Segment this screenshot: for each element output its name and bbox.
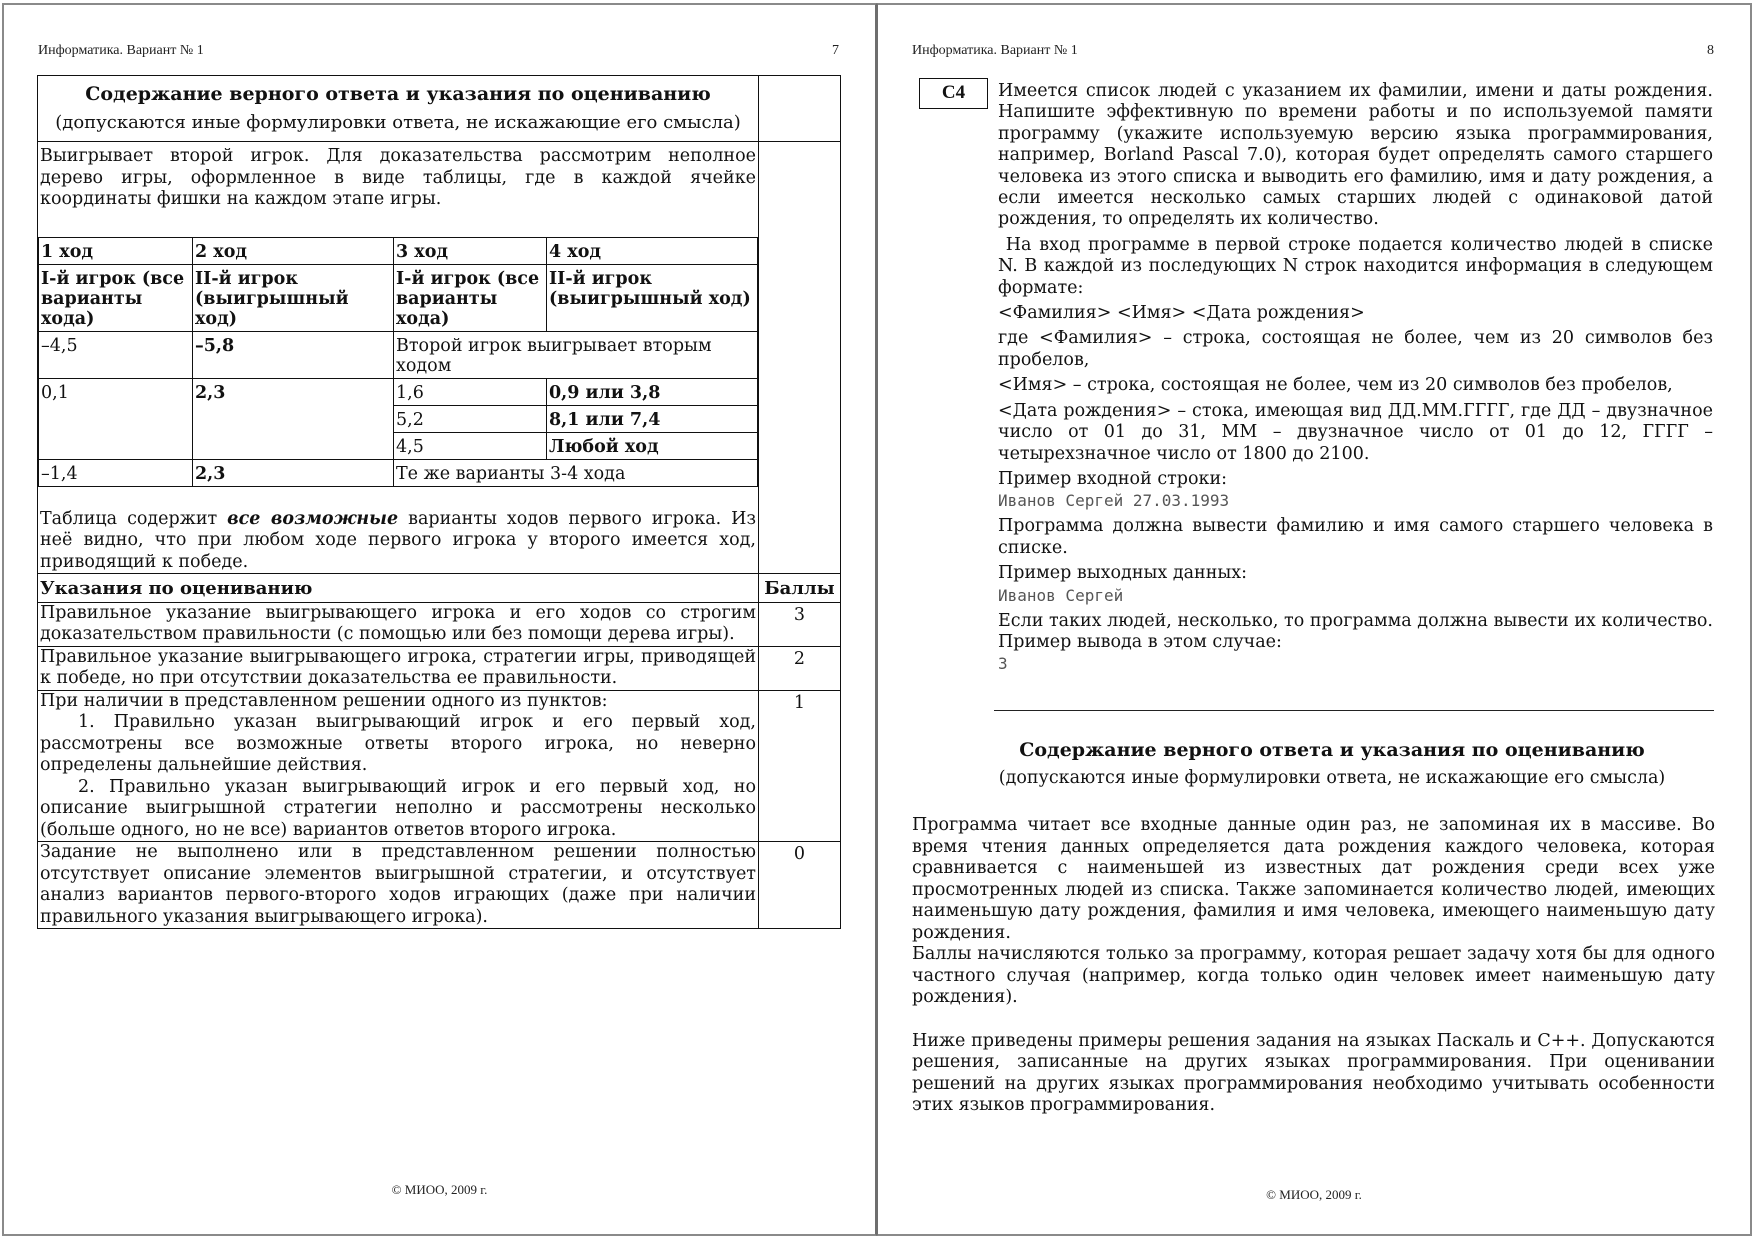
page-8	[877, 3, 1752, 1236]
criteria-score: 0	[759, 842, 841, 929]
move-header-row	[39, 237, 758, 264]
empty-score-cell	[759, 142, 841, 574]
output-example: Иванов Сергей	[998, 585, 1124, 605]
task-paragraph: <Дата рождения> – стока, имеющая вид ДД.ММ.ГГГГ, где ДД – двузначное число от 01 до 31, ММ – двузначное число от 01 до 12, ГГГГ – четырехзначное число от 1800 до 2100.	[998, 400, 1713, 464]
output-example-label: Пример выходных данных:	[998, 563, 1248, 584]
page-number: 7	[832, 43, 839, 58]
player-header: I-й игрок (все варианты хода)	[39, 264, 193, 331]
conclusion-text-part: варианты ходов первого игрока. Из неё видно, что при любом ходе первого игрока у второго имеется ход, приводящий к победе.	[40, 508, 756, 572]
page-7	[2, 3, 877, 1236]
criteria-row	[38, 690, 841, 842]
conclusion-text-part: Таблица содержит	[40, 508, 228, 529]
criteria-cell	[38, 690, 759, 842]
page-footer: © МИОО, 2009 г.	[391, 1182, 488, 1197]
task-paragraph: Имеется список людей с указанием их фамилии, имени и даты рождения. Напишите эффективную по времени работы и по используемой памяти программу (укажите используемую версию языка программирования, например, Borland Pascal 7.0), которая будет определять самого старшего человека из этого списка и выводить его фамилию, имя и дату рождения, а если имеется несколько самых старших людей с одинаковой датой рождения, то определять их количество.	[998, 81, 1713, 230]
move-header: 3 ход	[394, 237, 547, 264]
page-header-title: Информатика. Вариант № 1	[38, 43, 204, 58]
game-tree-table	[38, 237, 758, 487]
empty-score-cell	[759, 76, 841, 142]
move3-cell: 4,5	[394, 432, 547, 459]
criteria-heading: Указания по оцениванию	[38, 574, 759, 603]
criteria-score: 3	[759, 602, 841, 646]
score-heading: Баллы	[759, 574, 841, 603]
answer-heading: Содержание верного ответа и указания по оцениванию	[85, 83, 711, 105]
task-statement	[998, 81, 1719, 675]
multiple-instruction: Если таких людей, несколько, то программа должна вывести их количество. Пример вывода в этом случае:	[998, 610, 1713, 652]
input-example-label: Пример входной строки:	[998, 468, 1228, 489]
move-header: 1 ход	[39, 237, 193, 264]
answer-heading: Содержание верного ответа и указания по оцениванию	[1019, 739, 1645, 761]
answer-paragraph: Баллы начисляются только за программу, которая решает задачу хотя бы для одного частного случая (например, когда только один человек имеет наименьшую дату рождения).	[912, 944, 1715, 1007]
criteria-text: Правильное указание выигрывающего игрока, стратегии игры, приводящей к победе, но при отсутствии доказательства ее правильности.	[38, 646, 759, 690]
player-header-row	[39, 264, 758, 331]
move1-cell: –1,4	[39, 459, 193, 486]
move4-cell: 8,1 или 7,4	[547, 405, 758, 432]
criteria-text: Задание не выполнено или в представленном решении полностью отсутствует описание элементов выигрышной стратегии, и отсутствует анализ вариантов первого-второго ходов играющих (даже при наличии правильного указания выигрывающего игрока).	[38, 842, 759, 929]
answer-paragraph: Ниже приведены примеры решения задания на языках Паскаль и С++. Допускаются решения, записанные на других языках программирования. При оценивании решений на других языках программирования необходимо учитывать особенности этих языков программирования.	[912, 1030, 1715, 1115]
conclusion-emphasis: все возможные	[227, 508, 399, 529]
criteria-score: 2	[759, 646, 841, 690]
page-header-title: Информатика. Вариант № 1	[912, 43, 1078, 58]
move2-cell: 2,3	[193, 378, 394, 459]
answer-body	[912, 815, 1715, 1117]
criteria-row	[38, 602, 841, 646]
merged-cell: Второй игрок выигрывает вторым ходом	[394, 331, 758, 378]
move4-cell: Любой ход	[547, 432, 758, 459]
table-row	[39, 459, 758, 486]
move-header: 2 ход	[193, 237, 394, 264]
answer-heading-cell	[38, 76, 759, 142]
intro-text: Выигрывает второй игрок. Для доказательства рассмотрим неполное дерево игры, оформленное в виде таблицы, где в каждой ячейке координаты фишки на каждом этапе игры.	[40, 146, 756, 209]
page-number: 8	[1707, 43, 1714, 58]
answer-heading-row	[38, 76, 841, 142]
solution-cell	[38, 142, 759, 574]
answer-subheading: (допускаются иные формулировки ответа, не искажающие его смысла)	[998, 768, 1666, 788]
player-header: I-й игрок (все варианты хода)	[394, 264, 547, 331]
criteria-row	[38, 646, 841, 690]
criteria-item: 2. Правильно указан выигрывающий игрок и его первый ход, но описание выигрышной стратегии неполно и рассмотрены несколько (больше одного, но не все) вариантов ответов второго игрока.	[40, 776, 756, 840]
answer-table	[37, 75, 841, 929]
criteria-text: При наличии в представленном решении одного из пунктов:	[40, 690, 608, 711]
move3-cell: 1,6	[394, 378, 547, 405]
task-format: <Фамилия> <Имя> <Дата рождения>	[998, 303, 1365, 324]
criteria-item: 1. Правильно указан выигрывающий игрок и его первый ход, рассмотрены все возможные ответы второго игрока, но неверно определены дальнейшие действия.	[40, 712, 756, 775]
criteria-text: Правильное указание выигрывающего игрока и его ходов со строгим доказательством правильности (с помощью или без помощи дерева игры).	[38, 602, 759, 646]
solution-row	[38, 142, 841, 574]
task-paragraph: <Имя> – строка, состоящая не более, чем из 20 символов без пробелов,	[998, 375, 1673, 396]
player-header: II-й игрок (выигрышный ход)	[547, 264, 758, 331]
answer-paragraph: Программа читает все входные данные один раз, не запоминая их в массиве. Во время чтения данных определяется дата рождения каждого человека, которая сравнивается с наименьшей из известных дат рождения среди всех уже просмотренных людей из списка. Также запоминается количество людей, имеющих наименьшую дату рождения, фамилия и имя человека, имеющего наименьшую дату рождения.	[912, 815, 1715, 943]
task-paragraph: На вход программе в первой строке подается количество людей в списке N. В каждой из последующих N строк находится информация в следующем формате:	[998, 234, 1719, 298]
move2-cell: –5,8	[193, 331, 394, 378]
move1-cell: 0,1	[39, 378, 193, 459]
input-example: Иванов Сергей 27.03.1993	[998, 491, 1230, 511]
output-instruction: Программа должна вывести фамилию и имя самого старшего человека в списке.	[998, 516, 1713, 558]
move-header: 4 ход	[547, 237, 758, 264]
conclusion-text	[38, 487, 758, 574]
page-footer: © МИОО, 2009 г.	[1266, 1187, 1362, 1202]
move4-cell: 0,9 или 3,8	[547, 378, 758, 405]
task-label: C4	[919, 78, 988, 109]
merged-cell: Те же варианты 3-4 хода	[394, 459, 758, 486]
section-divider	[994, 710, 1714, 711]
multiple-example: 3	[998, 654, 1008, 674]
criteria-score: 1	[759, 690, 841, 842]
move3-cell: 5,2	[394, 405, 547, 432]
table-row	[39, 331, 758, 378]
move2-cell: 2,3	[193, 459, 394, 486]
move1-cell: –4,5	[39, 331, 193, 378]
answer-subheading: (допускаются иные формулировки ответа, не искажающие его смысла)	[55, 112, 741, 133]
criteria-row	[38, 842, 841, 929]
criteria-heading-row	[38, 574, 841, 603]
player-header: II-й игрок (выигрышный ход)	[193, 264, 394, 331]
table-row	[39, 378, 758, 405]
task-paragraph: где <Фамилия> – строка, состоящая не более, чем из 20 символов без пробелов,	[998, 328, 1713, 370]
